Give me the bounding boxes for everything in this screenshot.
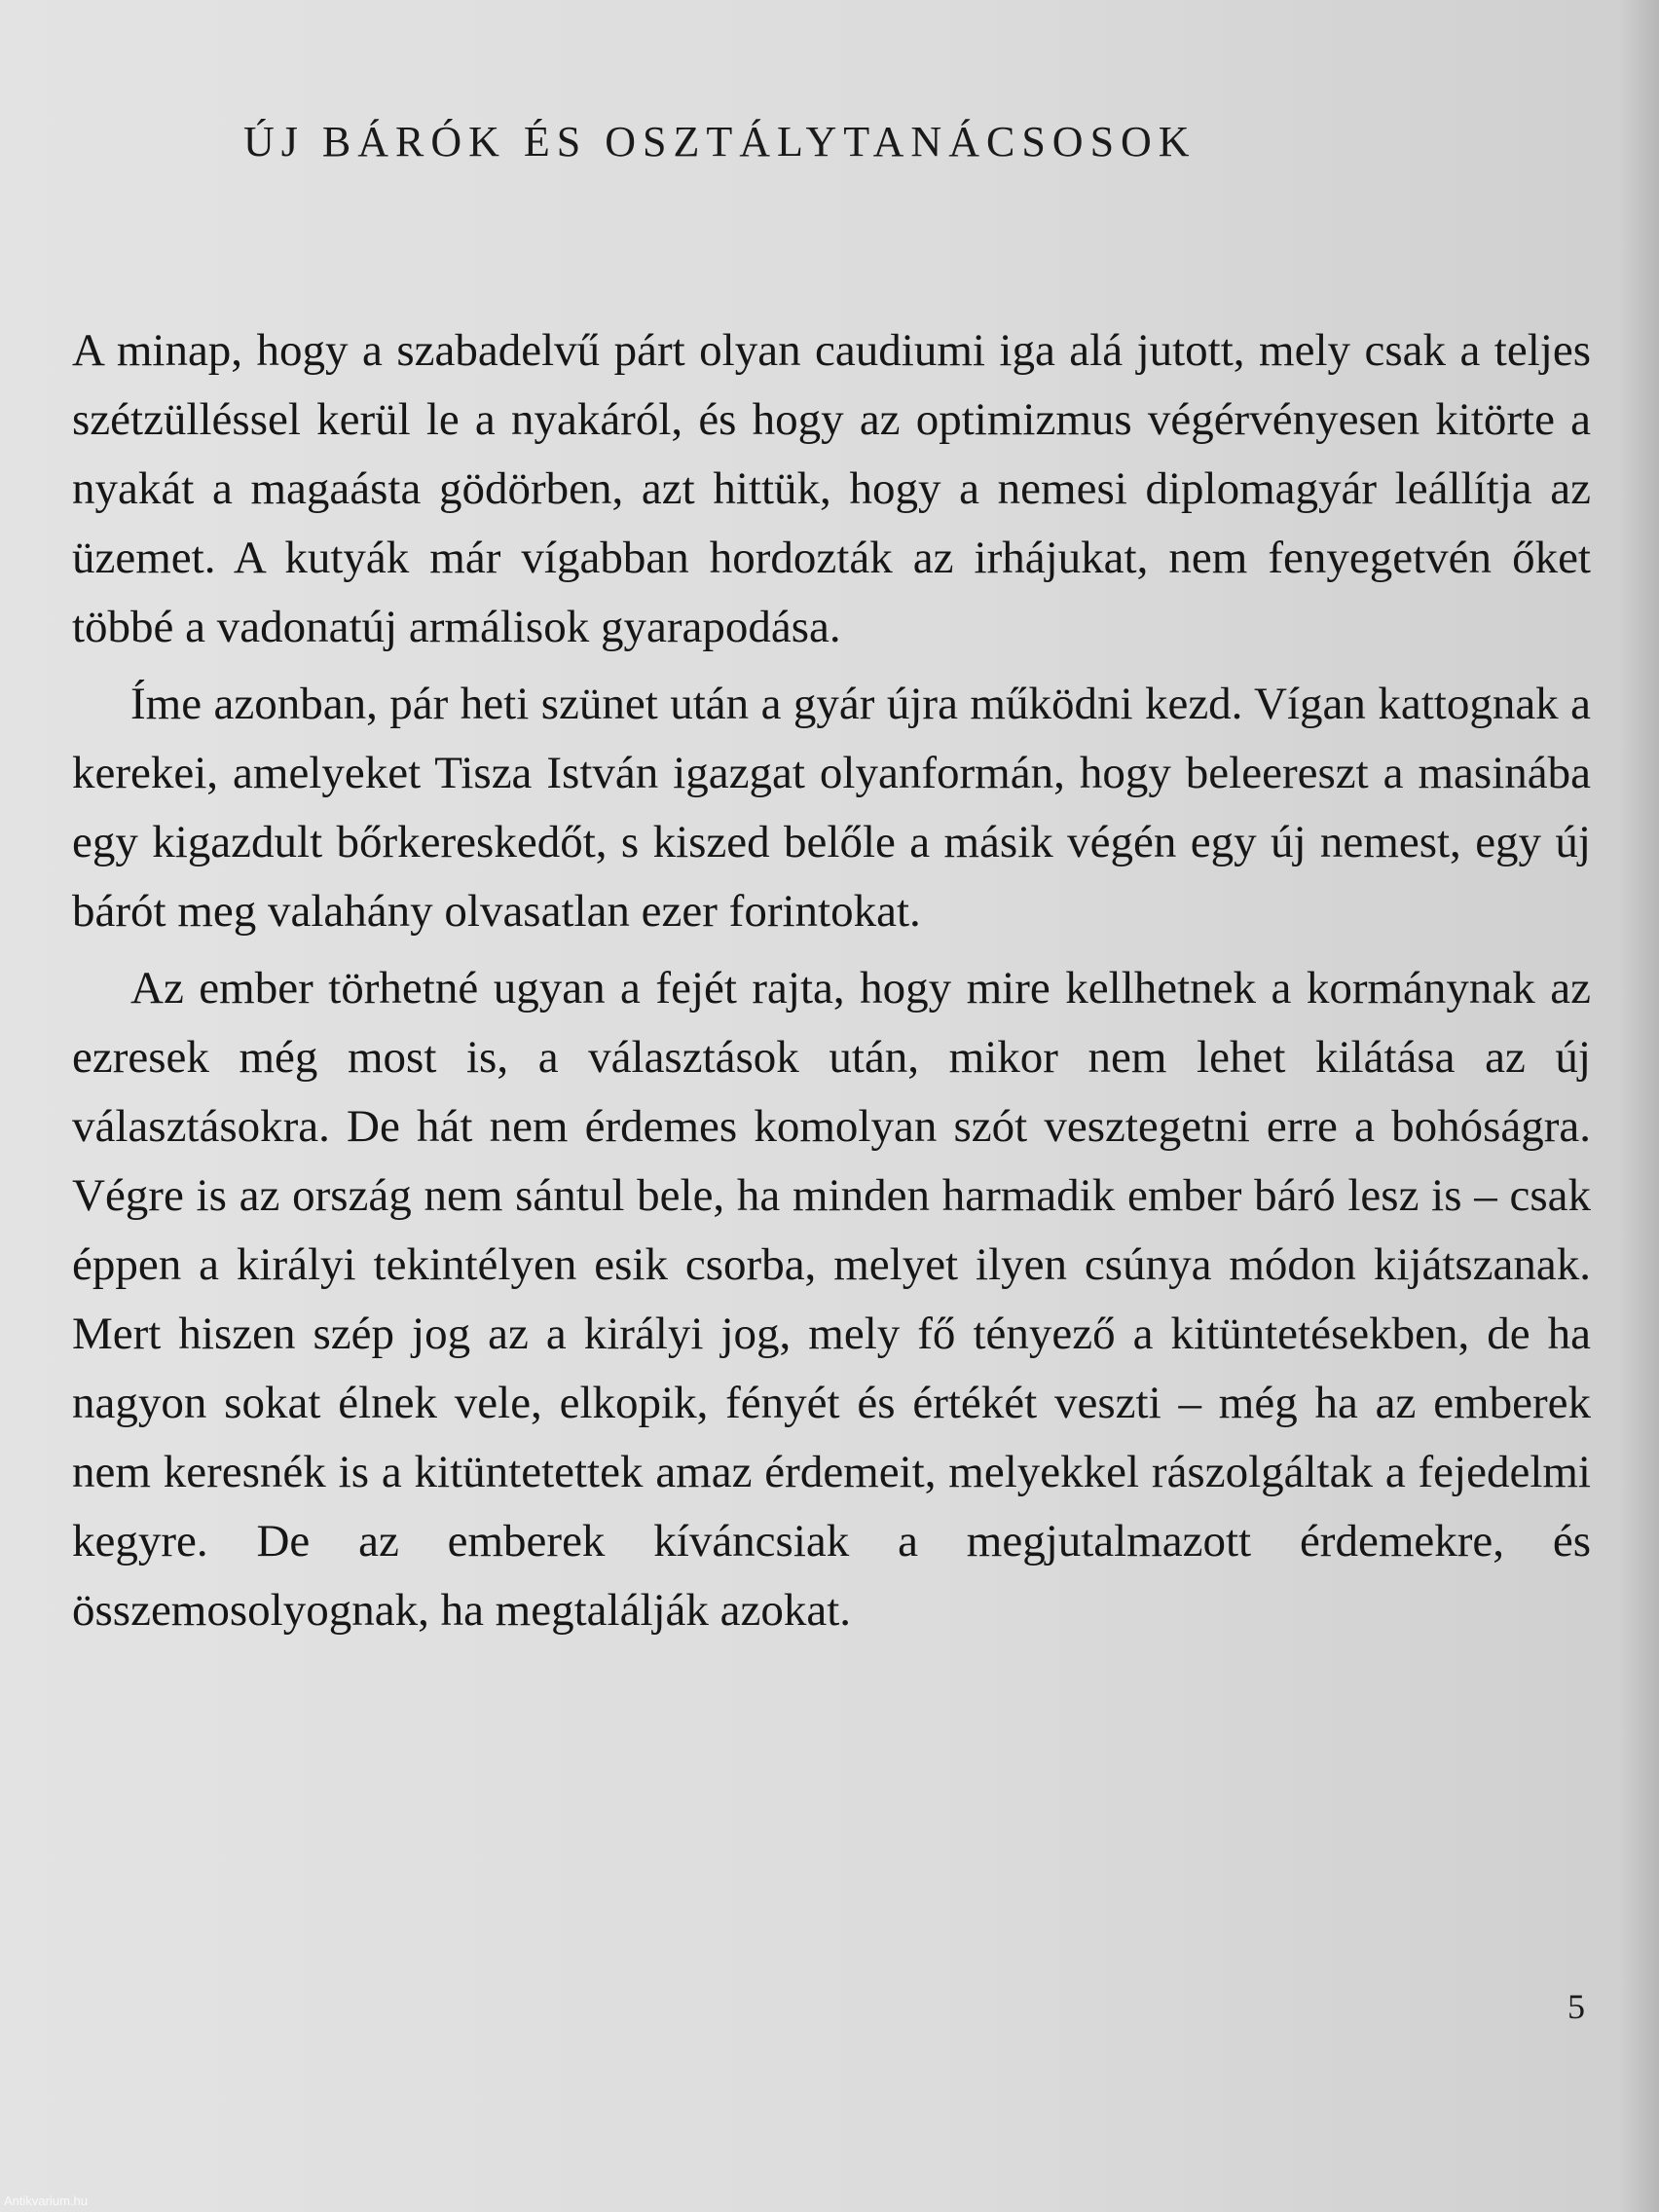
chapter-heading: ÚJ BÁRÓK ÉS OSZTÁLYTANÁCSOSOK — [243, 118, 1197, 166]
chapter-body — [72, 316, 1591, 1653]
paragraph-3: Az ember törhetné ugyan a fejét rajta, hogy mire kellhetnek a kormánynak az ezresek még most is, a választások után, mikor nem lehet kilátása az új választásokra. De hát nem érdemes komolyan szót vesztegetni erre a bohóságra. Végre is az ország nem sántul bele, ha minden harmadik ember báró lesz is – csak éppen a királyi tekintélyen esik csorba, melyet ilyen csúnya módon kijátszanak. Mert hiszen szép jog az a királyi jog, mely fő tényező a kitüntetésekben, de ha nagyon sokat élnek vele, elkopik, fényét és értékét veszti – még ha az emberek nem keresnék is a kitüntetettek amaz érdemeit, melyekkel rászolgáltak a fejedelmi kegyre. De az emberek kíváncsiak a megjutalmazott érdemekre, és összemosolyognak, ha megtalálják azokat. — [72, 963, 1591, 1636]
paragraph-2: Íme azonban, pár heti szünet után a gyár újra működni kezd. Vígan kattognak a kerekei, amelyeket Tisza István igazgat olyanformán, hogy beleereszt a masinába egy kigazdult bőrkereskedőt, s kiszed belőle a másik végén egy új nemest, egy új bárót meg valahány olvasatlan ezer forintokat. — [72, 679, 1591, 937]
page-number: 5 — [1567, 1987, 1585, 2026]
watermark: Antikvarium.hu — [4, 2194, 88, 2208]
page-edge-shadow — [1620, 0, 1659, 2212]
paragraph-1: A minap, hogy a szabadelvű párt olyan caudiumi iga alá jutott, mely csak a teljes szétzülléssel kerül le a nyakáról, és hogy az optimizmus végérvényesen kitörte a nyakát a magaásta gödörben, azt hittük, hogy a nemesi diplomagyár leállítja az üzemet. A kutyák már vígabban hordozták az irhájukat, nem fenyegetvén őket többé a vadonatúj armálisok gyarapodása. — [72, 325, 1591, 652]
